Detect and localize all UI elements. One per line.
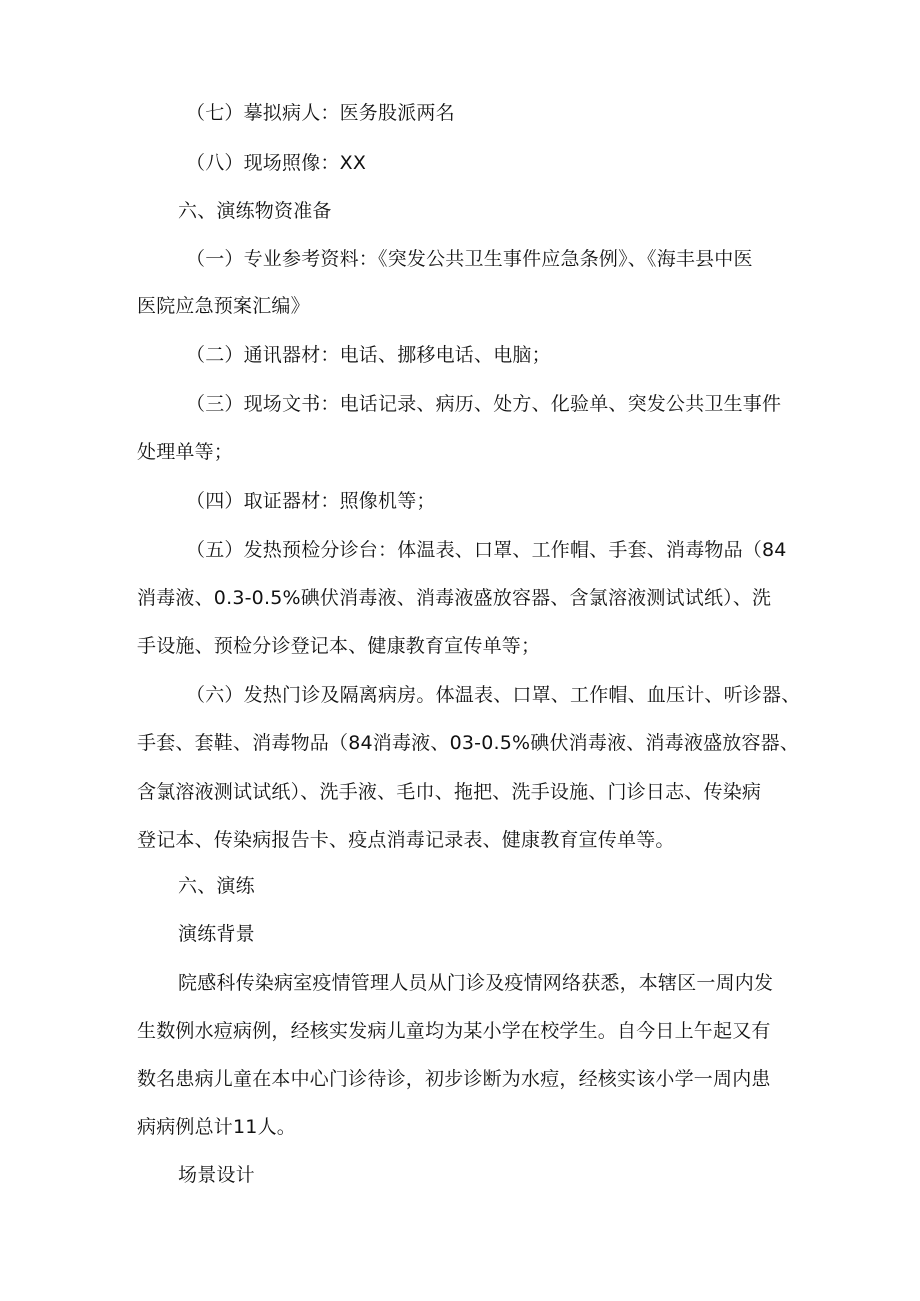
subheading-scenario: 场景设计 bbox=[178, 1164, 255, 1186]
supply-5-line-3: 手设施、预检分诊登记本、健康教育宣传单等； bbox=[137, 635, 541, 657]
supply-1-line-2: 医院应急预案汇编》 bbox=[137, 295, 310, 317]
background-line-2: 生数例水痘病例，经核实发病儿童均为某小学在校学生。自今日上午起又有 bbox=[137, 1020, 771, 1042]
para-8-line-1: （八）现场照像：XX bbox=[186, 152, 367, 174]
supply-6-line-3: 含氯溶液测试试纸）、洗手液、毛巾、拖把、洗手设施、门诊日志、传染病 bbox=[137, 781, 762, 803]
background-line-1: 院感科传染病室疫情管理人员从门诊及疫情网络获悉，本辖区一周内发 bbox=[178, 972, 774, 994]
supply-1-line-1: （一）专业参考资料：《突发公共卫生事件应急条例》、《海丰县中医 bbox=[186, 248, 753, 270]
subheading-background: 演练背景 bbox=[178, 923, 255, 945]
supply-5-line-1: （五）发热预检分诊台：体温表、口罩、工作帽、手套、消毒物品（84 bbox=[186, 539, 787, 561]
supply-3-line-1: （三）现场文书：电话记录、病历、处方、化验单、突发公共卫生事件 bbox=[186, 393, 782, 415]
section-heading-drill: 六、演练 bbox=[178, 875, 255, 897]
background-line-3: 数名患病儿童在本中心门诊待诊，初步诊断为水痘，经核实该小学一周内患 bbox=[137, 1068, 771, 1090]
para-7-line-1: （七）摹拟病人：医务股派两名 bbox=[186, 102, 455, 124]
section-heading-supplies: 六、演练物资准备 bbox=[178, 200, 332, 222]
supply-6-line-1: （六）发热门诊及隔离病房。体温表、口罩、工作帽、血压计、听诊器、 bbox=[186, 684, 801, 706]
supply-6-line-4: 登记本、传染病报告卡、疫点消毒记录表、健康教育宣传单等。 bbox=[137, 829, 675, 851]
supply-2-line-1: （二）通讯器材：电话、挪移电话、电脑； bbox=[186, 344, 551, 366]
supply-6-line-2: 手套、套鞋、消毒物品（84消毒液、03-0.5%碘伏消毒液、消毒液盛放容器、 bbox=[137, 732, 800, 754]
supply-3-line-2: 处理单等； bbox=[137, 441, 234, 463]
supply-5-line-2: 消毒液、0.3-0.5%碘伏消毒液、消毒液盛放容器、含氯溶液测试试纸）、洗 bbox=[137, 587, 772, 609]
supply-4-line-1: （四）取证器材：照像机等； bbox=[186, 490, 436, 512]
background-line-4: 病病例总计11人。 bbox=[137, 1116, 296, 1138]
